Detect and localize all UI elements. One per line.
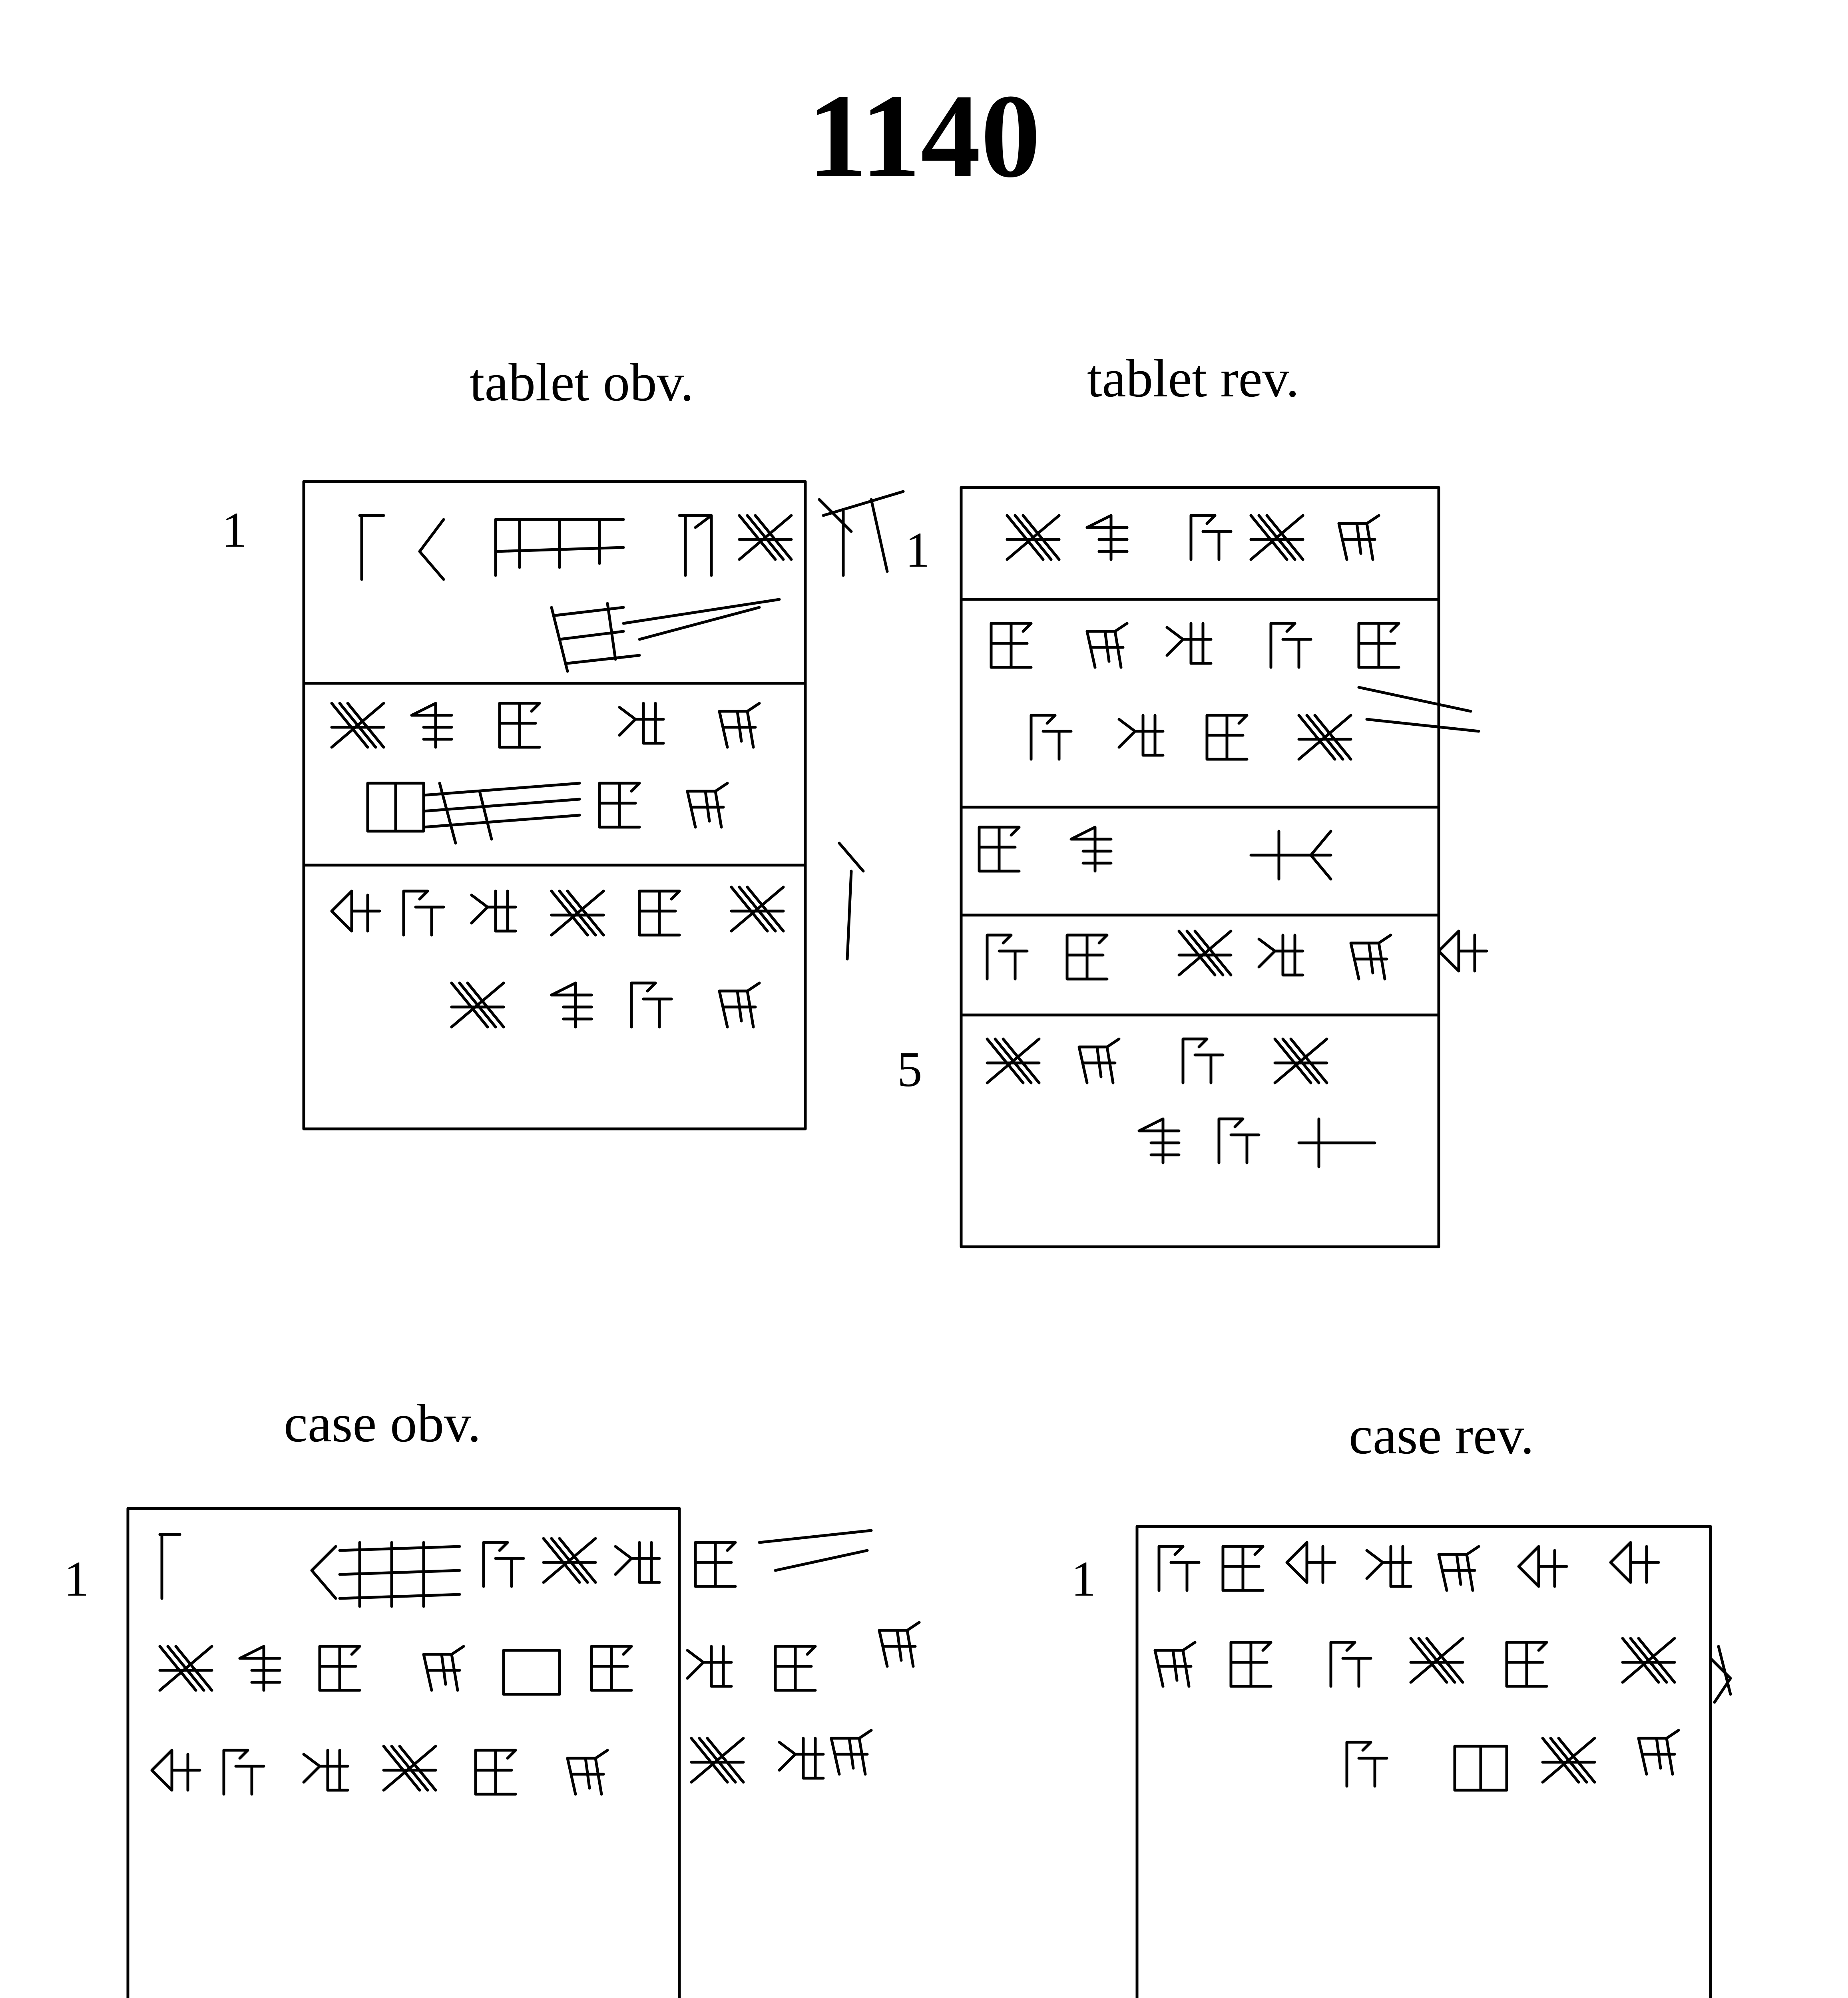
page-number: 1140 [807,70,1041,202]
line-number-tablet-obv-1: 1 [222,503,247,558]
case-reverse [1137,1526,1731,1998]
caption-tablet-reverse: tablet rev. [1087,349,1299,408]
case-obverse [128,1508,919,1998]
line-number-case-rev-1: 1 [1071,1552,1096,1607]
line-number-tablet-rev-5: 5 [897,1042,922,1097]
caption-tablet-obverse: tablet obv. [470,353,694,412]
tablet-obverse [304,482,903,1129]
line-number-tablet-rev-1: 1 [905,523,930,578]
line-number-case-obv-1: 1 [64,1552,89,1607]
tablet-reverse [961,488,1487,1247]
caption-case-obverse: case obv. [284,1394,481,1453]
caption-case-reverse: case rev. [1349,1406,1534,1465]
